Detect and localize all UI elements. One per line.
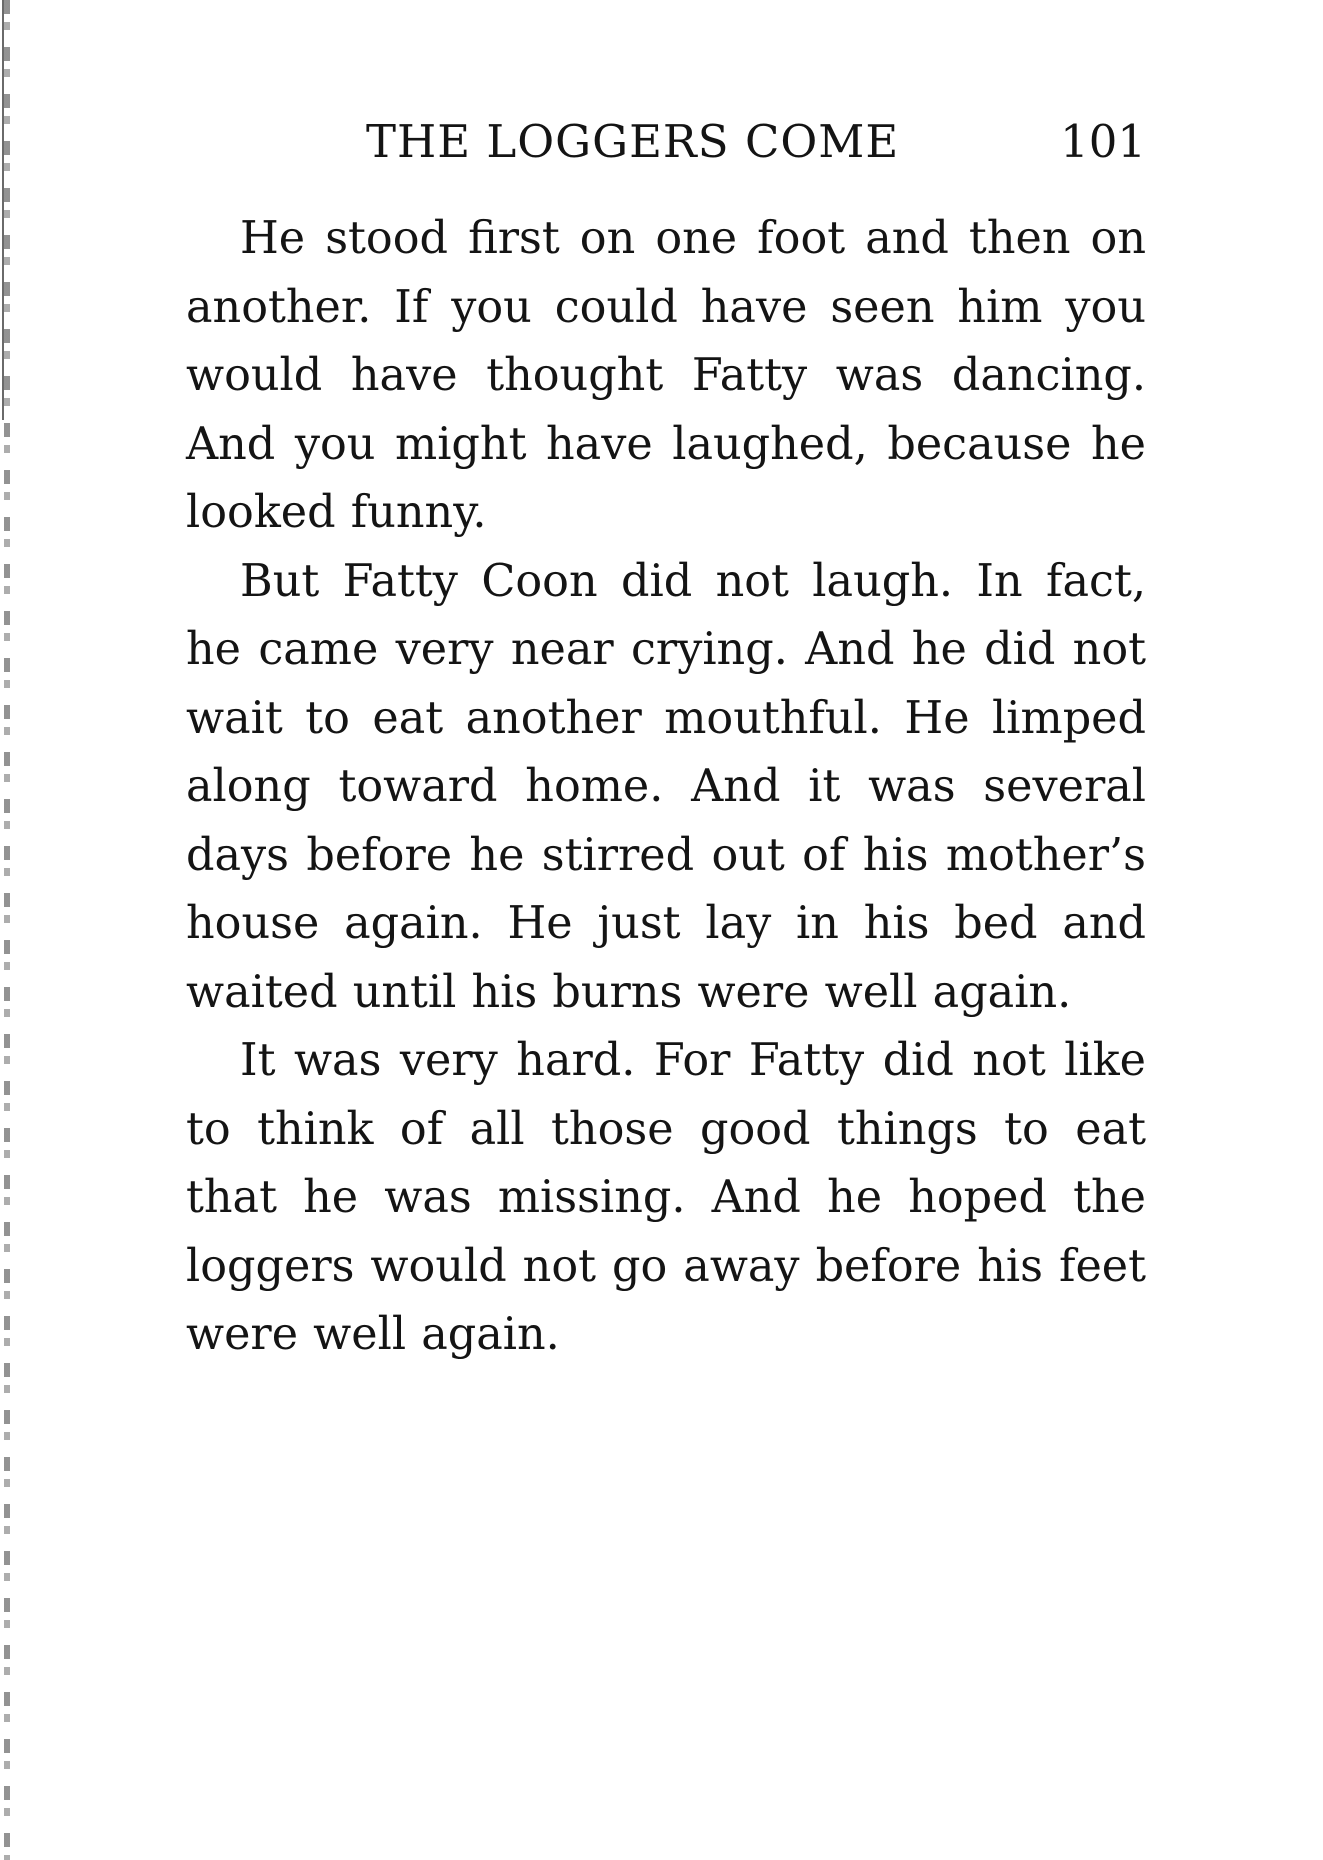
page-gutter-shadow <box>2 0 12 420</box>
running-header <box>186 115 1146 175</box>
running-head-title: THE LOGGERS COME <box>366 115 900 168</box>
paragraph: He stood first on one foot and then on another. If you could have seen him you would have thought Fatty was dancing. And you might have laughed, because he looked funny. <box>186 213 1146 538</box>
body-text <box>186 205 1146 1370</box>
paragraph: But Fatty Coon did not laugh. In fact, he came very near crying. And he did not wait to eat another mouthful. He limped along toward home. And it was several days before he stirred out of his mother’s house again. He just lay in his bed and waited until his burns were well again. <box>186 555 1146 1018</box>
page-number: 101 <box>1060 115 1146 168</box>
paragraph: It was very hard. For Fatty did not like to think of all those good things to eat that he was missing. And he hoped the loggers would not go away before his feet were well again. <box>186 1035 1146 1360</box>
